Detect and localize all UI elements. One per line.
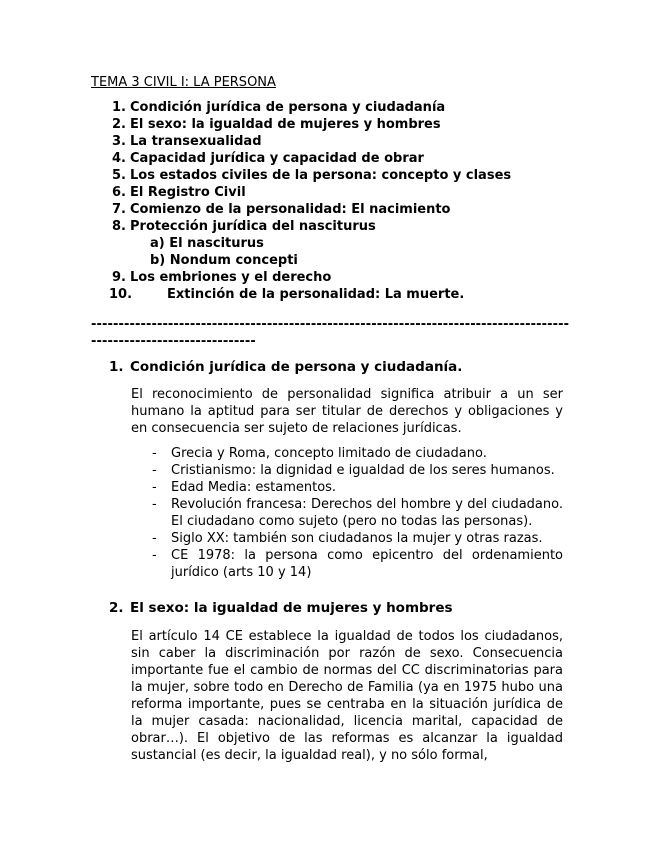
section-divider: ---------------------------------------------------------------------------------------------------------------------: [91, 317, 570, 349]
section-number: 2.: [109, 600, 124, 616]
toc-item-number: 7.: [112, 202, 126, 217]
toc-subitem-text: a) El nasciturus: [150, 236, 264, 251]
list-item-text: Cristianismo: la dignidad e igualdad de los seres humanos.: [171, 463, 555, 478]
section-heading: [109, 600, 453, 616]
list-item-text: Grecia y Roma, concepto limitado de ciudadano.: [171, 446, 487, 461]
list-item: [131, 496, 563, 530]
list-item: [131, 445, 563, 462]
toc-item: [0, 286, 655, 303]
toc-item-text: Los embriones y el derecho: [130, 270, 332, 285]
toc-item-text: La transexualidad: [130, 134, 262, 149]
section-heading: [109, 359, 462, 375]
toc-item: [0, 99, 655, 116]
toc-item-number: 3.: [112, 134, 126, 149]
toc-item-number: 9.: [112, 270, 126, 285]
toc-item-text: El Registro Civil: [130, 185, 246, 200]
list-item: [131, 479, 563, 496]
bullet-dash: -: [152, 446, 157, 461]
toc-item: [0, 218, 655, 235]
section-paragraph: El artículo 14 CE establece la igualdad de todos los ciudadanos, sin caber la discriminación por razón de sexo. Consecuencia importante fue el cambio de normas del CC discriminatorias para la mujer, sobre todo en Derecho de Familia (ya en 1975 hubo una reforma importante, pues se centraba en la situación jurídica de la mujer casada: nacionalidad, licencia marital, capacidad de obrar…). El objetivo de las reformas es alcanzar la igualdad sustancial (es decir, la igualdad real), y no sólo formal,: [131, 629, 563, 763]
section-paragraph: El reconocimiento de personalidad significa atribuir a un ser humano la aptitud para ser titular de derechos y obligaciones y en consecuencia ser sujeto de relaciones jurídicas.: [131, 387, 563, 436]
bullet-dash: -: [152, 548, 157, 563]
bullet-dash: -: [152, 463, 157, 478]
toc-item: [0, 201, 655, 218]
document-title: TEMA 3 CIVIL I: LA PERSONA: [91, 75, 276, 90]
toc-subitem-text: b) Nondum concepti: [150, 253, 298, 268]
toc-item: [0, 133, 655, 150]
toc-item: [0, 150, 655, 167]
toc-item-number: 10.: [109, 287, 133, 302]
toc-item-text: Extinción de la personalidad: La muerte.: [167, 287, 465, 302]
toc-item-text: El sexo: la igualdad de mujeres y hombres: [130, 117, 441, 132]
toc-item: [0, 184, 655, 201]
toc-item-number: 2.: [112, 117, 126, 132]
list-item: [131, 530, 563, 547]
section-title: Condición jurídica de persona y ciudadanía.: [130, 359, 463, 375]
list-item: [131, 547, 563, 581]
toc-item-text: Protección jurídica del nasciturus: [130, 219, 376, 234]
bullet-dash: -: [152, 531, 157, 546]
section-number: 1.: [109, 359, 124, 375]
toc-item-number: 4.: [112, 151, 126, 166]
list-item-text: CE 1978: la persona como epicentro del ordenamiento jurídico (arts 10 y 14): [171, 548, 563, 580]
toc-item-number: 5.: [112, 168, 126, 183]
toc-item: [0, 167, 655, 184]
toc-item-text: Los estados civiles de la persona: concepto y clases: [130, 168, 512, 183]
list-item-text: Revolución francesa: Derechos del hombre y del ciudadano. El ciudadano como sujeto (pero no todas las personas).: [171, 497, 563, 529]
toc-item: [0, 116, 655, 133]
toc-subitem: [0, 252, 655, 269]
list-item: [131, 462, 563, 479]
toc-item-text: Comienzo de la personalidad: El nacimiento: [130, 202, 451, 217]
table-of-contents: [0, 99, 655, 303]
toc-item-text: Capacidad jurídica y capacidad de obrar: [130, 151, 424, 166]
bullet-dash: -: [152, 480, 157, 495]
bullet-dash: -: [152, 497, 157, 512]
section-title: El sexo: la igualdad de mujeres y hombres: [130, 600, 453, 616]
toc-item-number: 8.: [112, 219, 126, 234]
toc-item: [0, 269, 655, 286]
toc-subitem: [0, 235, 655, 252]
toc-item-number: 6.: [112, 185, 126, 200]
toc-item-text: Condición jurídica de persona y ciudadanía: [130, 100, 446, 115]
bullet-list: [131, 445, 563, 581]
toc-item-number: 1.: [112, 100, 126, 115]
list-item-text: Edad Media: estamentos.: [171, 480, 337, 495]
list-item-text: Siglo XX: también son ciudadanos la mujer y otras razas.: [171, 531, 543, 546]
